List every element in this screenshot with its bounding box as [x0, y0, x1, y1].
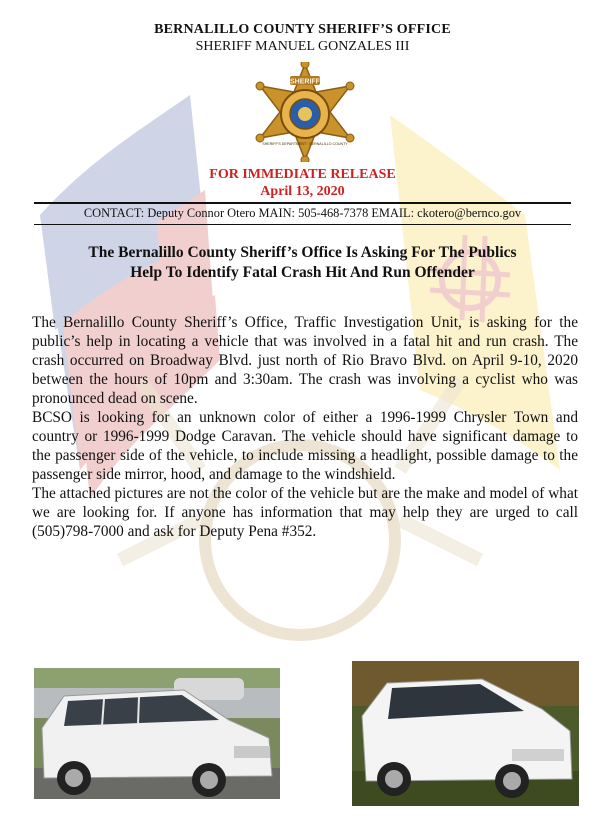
- sheriff-star-badge-icon: [252, 62, 358, 162]
- body-paragraph-1: The Bernalillo County Sheriff’s Office, Traffic Investigation Unit, is asking for the public’s help in locating a vehicle that was involved in a fatal hit and run crash. The crash occurred on Broadway Blvd. just north of Rio Bravo Blvd. on April 9-10, 2020 between the hours of 10pm and 3:30am. The crash was involving a cyclist who was pronounced dead on scene.: [32, 314, 578, 407]
- vehicle-photo-2: [352, 661, 579, 806]
- contact-line: CONTACT: Deputy Connor Otero MAIN: 505-468-7378 EMAIL: ckotero@bernco.gov: [83, 206, 522, 220]
- headline-line-2: Help To Identify Fatal Crash Hit And Run Offender: [130, 264, 475, 281]
- body-paragraph-2: BCSO is looking for an unknown color of either a 1996-1999 Chrysler Town and country or 1996-1999 Dodge Caravan. The vehicle should have significant damage to the passenger side of the vehicle, to include missing a headlight, possible damage to the passenger side mirror, hood, and damage to the windshield.: [32, 409, 578, 483]
- organization-name: BERNALILLO COUNTY SHERIFF’S OFFICE: [154, 22, 451, 37]
- body-paragraph-3: The attached pictures are not the color of the vehicle but are the make and model of what we are looking for. If anyone has information that may help they are urged to call (505)798-7000 and ask for Deputy Pena #352.: [32, 485, 578, 540]
- release-block: [0, 166, 605, 200]
- headline-line-1: The Bernalillo County Sheriff’s Office Is Asking For The Publics: [88, 244, 517, 261]
- divider-bottom: [34, 224, 571, 225]
- vehicle-photo-1: [34, 668, 280, 799]
- badge-top-text: SHERIFF: [290, 78, 320, 86]
- divider-top: [34, 202, 571, 204]
- release-date: April 13, 2020: [260, 184, 345, 199]
- sheriff-name: SHERIFF MANUEL GONZALES III: [195, 39, 410, 54]
- headline: [30, 243, 575, 283]
- release-label: FOR IMMEDIATE RELEASE: [209, 167, 396, 182]
- white-minivan-photo-icon: [34, 668, 280, 799]
- white-minivan-photo-icon: [352, 661, 579, 806]
- press-release-body: [32, 313, 578, 541]
- badge-ring-text: SHERIFF'S DEPARTMENT · BERNALILLO COUNTY: [262, 142, 348, 146]
- letterhead: [0, 22, 605, 55]
